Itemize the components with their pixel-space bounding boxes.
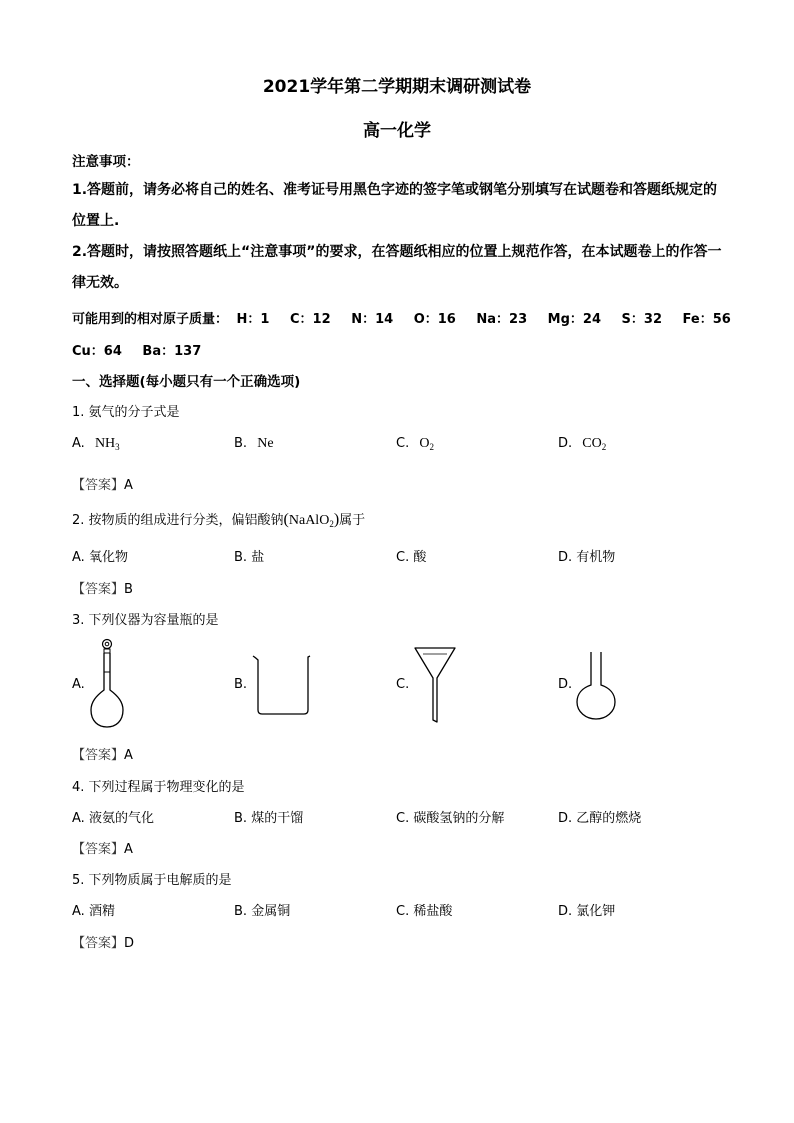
question-3-option-b-letter[interactable]: B. (234, 677, 248, 692)
round-bottom-flask-icon[interactable] (574, 649, 620, 721)
question-3-option-a-letter[interactable]: A. (72, 677, 85, 692)
question-1-stem: 1. 氨气的分子式是 (72, 405, 180, 420)
atomic-mass-fe: Fe：56 (682, 312, 731, 327)
question-4-option-d[interactable]: D. 乙醇的燃烧 (558, 811, 642, 826)
notes-item-1: 1.答题前，请务必将自己的姓名、准考证号用黑色字迹的签字笔或钢笔分别填写在试题卷和答题纸规定的位置上. (72, 182, 718, 229)
atomic-mass-o: O：16 (413, 312, 456, 327)
question-4-option-a[interactable]: A. 液氨的气化 (72, 811, 154, 826)
question-3-option-d-letter[interactable]: D. (558, 677, 573, 692)
exam-title: 2021学年第二学期期末调研测试卷 (262, 77, 532, 97)
question-1-option-c[interactable]: C. $O_2$ (396, 436, 434, 452)
question-2-option-c[interactable]: C. 酸 (396, 550, 427, 565)
question-2-option-a[interactable]: A. 氧化物 (72, 550, 128, 565)
beaker-icon[interactable] (250, 652, 312, 716)
atomic-mass-h: H：1 (236, 312, 270, 327)
question-3-option-c-letter[interactable]: C. (396, 677, 410, 692)
question-4-option-b[interactable]: B. 煤的干馏 (234, 811, 304, 826)
volumetric-flask-icon[interactable] (86, 638, 136, 730)
atomic-mass-cu: Cu：64 (72, 344, 122, 359)
question-4-option-c[interactable]: C. 碳酸氢钠的分解 (396, 811, 505, 826)
section-title: 一、选择题(每小题只有一个正确选项) (72, 374, 301, 390)
question-3-stem: 3. 下列仪器为容量瓶的是 (72, 613, 219, 628)
question-4-stem: 4. 下列过程属于物理变化的是 (72, 780, 245, 795)
atomic-masses-line-2 (72, 340, 201, 359)
atomic-masses-label: 可能用到的相对原子质量： (72, 312, 229, 327)
funnel-icon[interactable] (413, 644, 459, 726)
question-5-option-a[interactable]: A. 酒精 (72, 904, 115, 919)
question-5-answer: 【答案】D (72, 936, 135, 951)
question-1-answer: 【答案】A (72, 478, 133, 493)
question-4-answer: 【答案】A (72, 842, 133, 857)
atomic-masses-line-1 (72, 308, 731, 327)
question-1-option-d[interactable]: D. $CO_2$ (558, 436, 607, 452)
question-3-answer: 【答案】A (72, 748, 133, 763)
notes-item-2: 2.答题时，请按照答题纸上“注意事项”的要求，在答题纸相应的位置上规范作答，在本试题卷上的作答一律无效。 (72, 244, 722, 291)
question-5-option-c[interactable]: C. 稀盐酸 (396, 904, 453, 919)
atomic-mass-mg: Mg：24 (547, 312, 602, 327)
atomic-mass-ba: Ba：137 (142, 344, 202, 359)
question-1-option-b[interactable]: B. Ne (234, 436, 274, 451)
question-2-option-b[interactable]: B. 盐 (234, 550, 265, 565)
atomic-mass-c: C：12 (290, 312, 331, 327)
question-5-stem: 5. 下列物质属于电解质的是 (72, 873, 232, 888)
question-1-option-a[interactable]: A. $NH_3$ (72, 436, 120, 452)
atomic-mass-s: S：32 (621, 312, 663, 327)
question-2-option-d[interactable]: D. 有机物 (558, 550, 616, 565)
atomic-mass-n: N：14 (351, 312, 394, 327)
question-5-option-d[interactable]: D. 氯化钾 (558, 904, 616, 919)
atomic-mass-na: Na：23 (476, 312, 528, 327)
question-5-option-b[interactable]: B. 金属铜 (234, 904, 291, 919)
notes-heading: 注意事项： (72, 154, 140, 170)
question-2-stem: 2. 按物质的组成进行分类，偏铝酸钠(NaAlO$_2$)属于 (72, 511, 366, 529)
question-2-answer: 【答案】B (72, 582, 133, 597)
exam-subject: 高一化学 (363, 121, 431, 141)
